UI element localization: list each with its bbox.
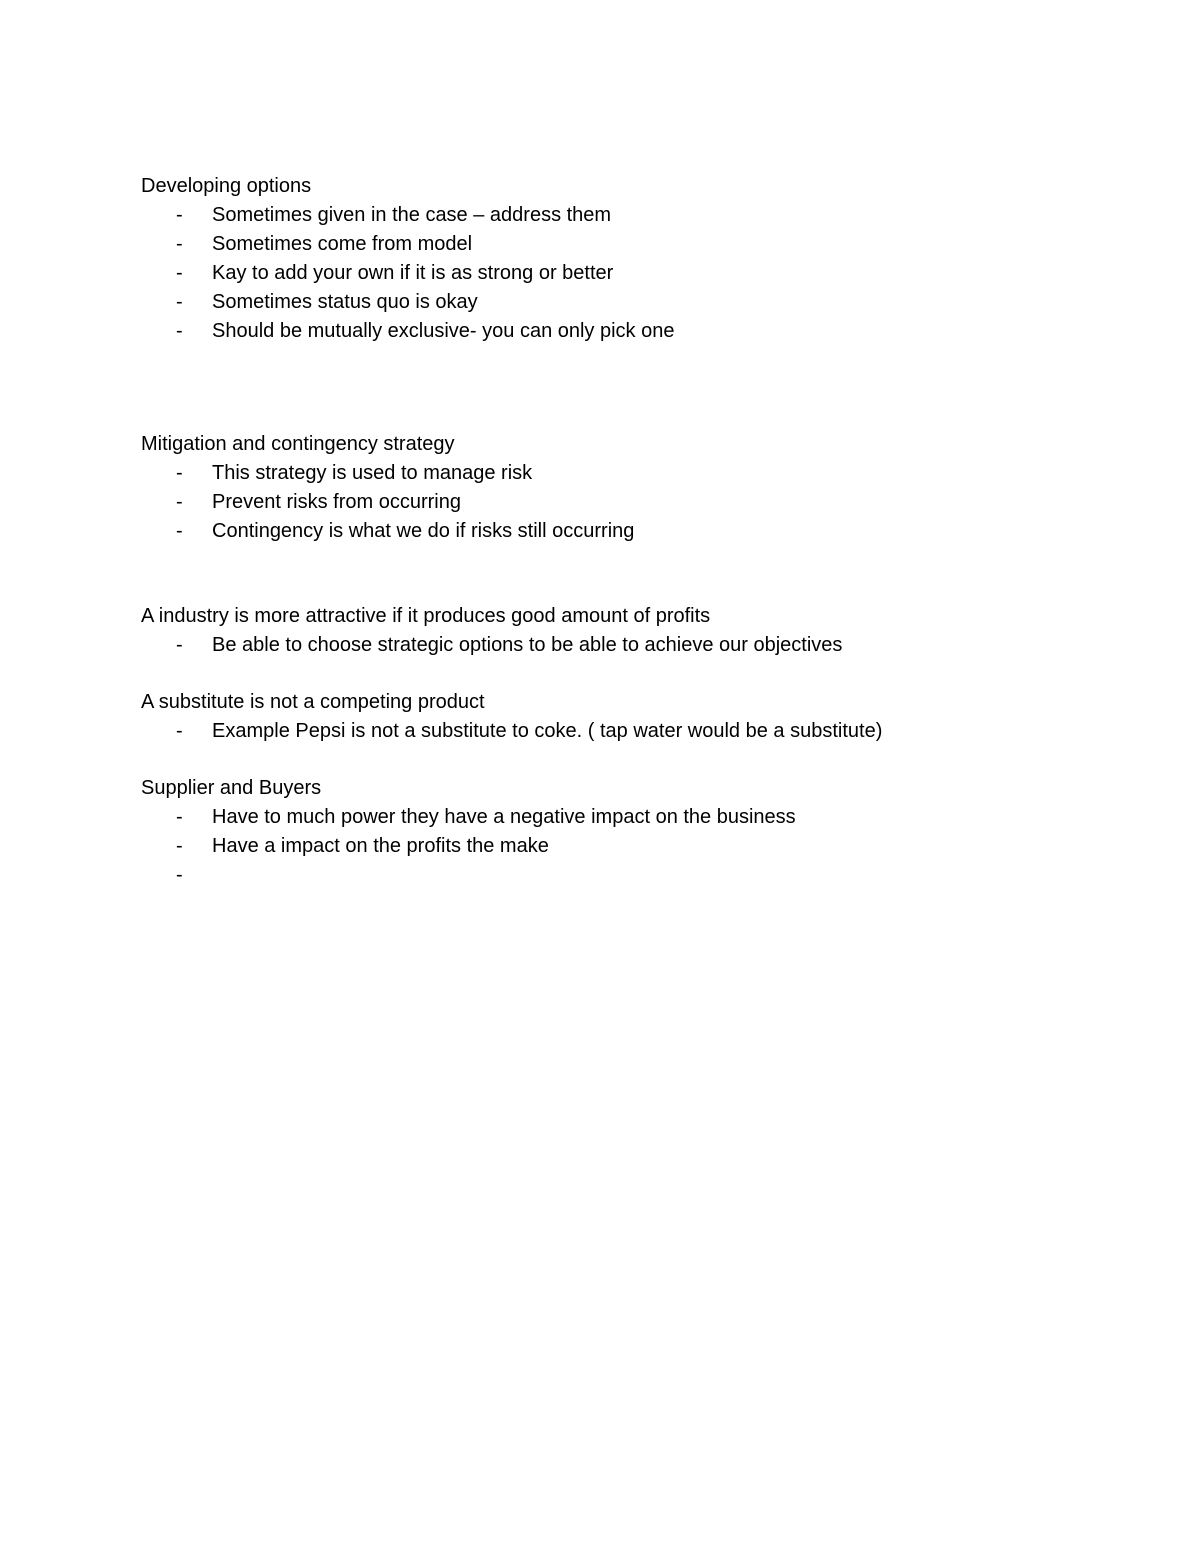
bullet-text: Have a impact on the profits the make — [212, 835, 549, 857]
bullet-list — [141, 717, 1121, 746]
section-mitigation-contingency — [141, 430, 1121, 546]
bullet-list — [141, 631, 1121, 660]
bullet-dash: - — [176, 491, 183, 513]
bullet-dash: - — [176, 462, 183, 484]
bullet-dash: - — [176, 520, 183, 542]
bullet-item — [141, 832, 1121, 861]
section-heading: Mitigation and contingency strategy — [141, 433, 455, 455]
bullet-item — [141, 631, 1121, 660]
section-substitute — [141, 688, 1121, 746]
bullet-item — [141, 517, 1121, 546]
bullet-dash: - — [176, 720, 183, 742]
section-heading: Developing options — [141, 175, 312, 197]
bullet-dash: - — [176, 320, 183, 342]
bullet-text: Example Pepsi is not a substitute to coke. ( tap water would be a substitute) — [212, 720, 883, 742]
bullet-dash: - — [176, 262, 183, 284]
bullet-dash: - — [176, 864, 183, 886]
bullet-text: This strategy is used to manage risk — [212, 462, 533, 484]
section-developing-options — [141, 172, 1121, 346]
bullet-text: Sometimes given in the case – address them — [212, 204, 612, 226]
bullet-dash: - — [176, 835, 183, 857]
section-heading: Supplier and Buyers — [141, 777, 322, 799]
bullet-text: Sometimes status quo is okay — [212, 291, 478, 313]
bullet-text: Contingency is what we do if risks still occurring — [212, 520, 635, 542]
bullet-list — [141, 803, 1121, 890]
bullet-item — [141, 230, 1121, 259]
bullet-item — [141, 459, 1121, 488]
bullet-item — [141, 803, 1121, 832]
bullet-item — [141, 317, 1121, 346]
section-heading: A substitute is not a competing product — [141, 691, 485, 713]
bullet-text: Have to much power they have a negative impact on the business — [212, 806, 796, 828]
bullet-item — [141, 201, 1121, 230]
section-heading: A industry is more attractive if it produces good amount of profits — [141, 605, 711, 627]
bullet-dash: - — [176, 233, 183, 255]
bullet-item — [141, 288, 1121, 317]
bullet-dash: - — [176, 806, 183, 828]
bullet-item — [141, 861, 1121, 890]
bullet-item — [141, 259, 1121, 288]
bullet-dash: - — [176, 291, 183, 313]
bullet-text: Prevent risks from occurring — [212, 491, 461, 513]
bullet-item — [141, 717, 1121, 746]
bullet-text: Kay to add your own if it is as strong or better — [212, 262, 614, 284]
bullet-text: Sometimes come from model — [212, 233, 473, 255]
bullet-item — [141, 488, 1121, 517]
bullet-dash: - — [176, 634, 183, 656]
bullet-dash: - — [176, 204, 183, 226]
bullet-list — [141, 459, 1121, 546]
bullet-list — [141, 201, 1121, 346]
bullet-text: Should be mutually exclusive- you can only pick one — [212, 320, 675, 342]
bullet-text: Be able to choose strategic options to be able to achieve our objectives — [212, 634, 843, 656]
section-supplier-buyers — [141, 774, 1121, 890]
section-industry-attractiveness — [141, 602, 1121, 660]
